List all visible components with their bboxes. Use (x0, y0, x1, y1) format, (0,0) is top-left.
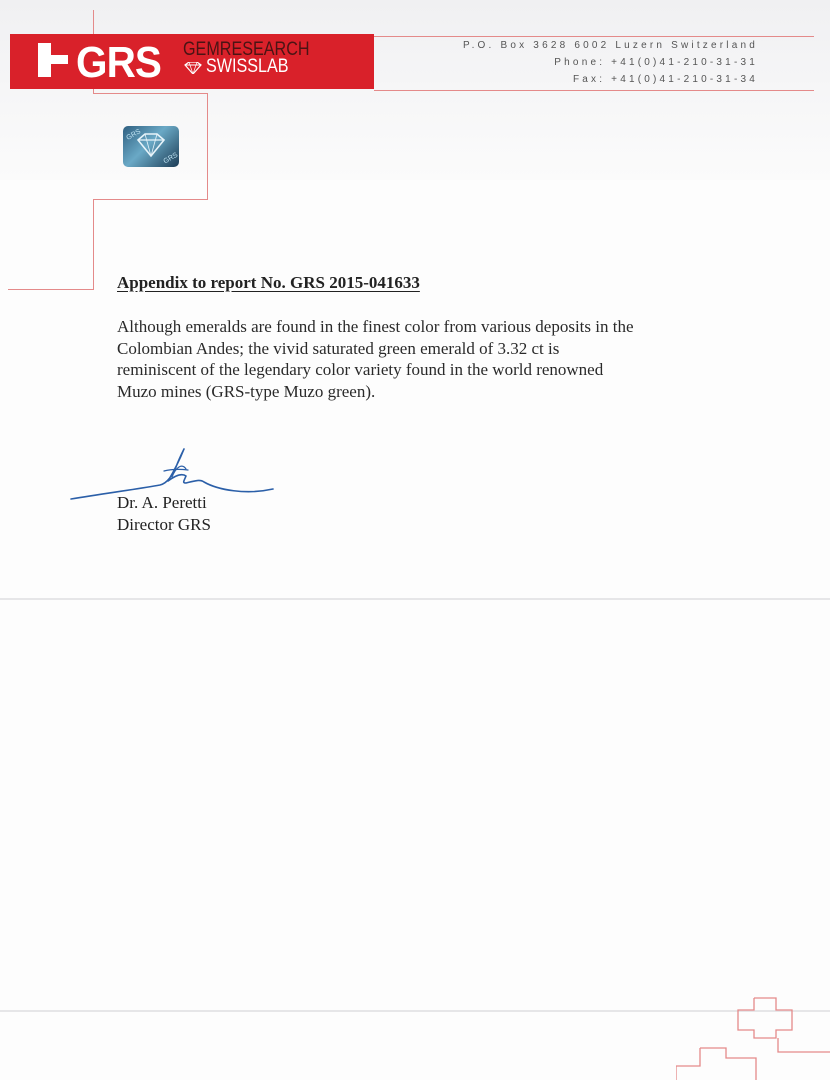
red-rule (374, 90, 814, 91)
diamond-icon (183, 62, 203, 74)
logo-line-swisslab: SWISSLAB (206, 56, 289, 77)
fold-line (0, 598, 830, 600)
diamond-hologram-icon (123, 126, 179, 167)
grs-cross-outline-icon (676, 990, 830, 1080)
paragraph-line: Although emeralds are found in the finest color from various deposits in the (117, 317, 634, 336)
paragraph-line: reminiscent of the legendary color variety found in the world renowned (117, 360, 604, 379)
red-rule (207, 93, 208, 199)
appendix-title: Appendix to report No. GRS 2015-041633 (117, 273, 420, 292)
red-rule (8, 289, 94, 290)
address-line: P.O. Box 3628 6002 Luzern Switzerland (463, 40, 758, 51)
signer-name: Dr. A. Peretti (117, 493, 207, 512)
logo-text: GRS (76, 38, 161, 87)
paragraph-line: Colombian Andes; the vivid saturated green emerald of 3.32 ct is (117, 338, 560, 358)
grs-cross-icon (38, 43, 68, 77)
logo-line-gemresearch: GEMRESEARCH (183, 39, 310, 60)
signer-block (117, 492, 211, 536)
red-rule (93, 199, 94, 290)
hologram-text: GRS (125, 128, 143, 142)
hologram-text: GRS (162, 151, 179, 166)
red-rule (93, 93, 208, 94)
appendix-paragraph (117, 316, 717, 402)
signer-role: Director GRS (117, 515, 211, 534)
phone-line: Phone: +41(0)41-210-31-31 (554, 57, 758, 68)
paragraph-line: Muzo mines (GRS-type Muzo green). (117, 381, 376, 401)
fax-line: Fax: +41(0)41-210-31-34 (572, 74, 758, 85)
grs-logo (10, 34, 374, 89)
red-rule (374, 36, 814, 37)
red-rule (93, 199, 208, 200)
